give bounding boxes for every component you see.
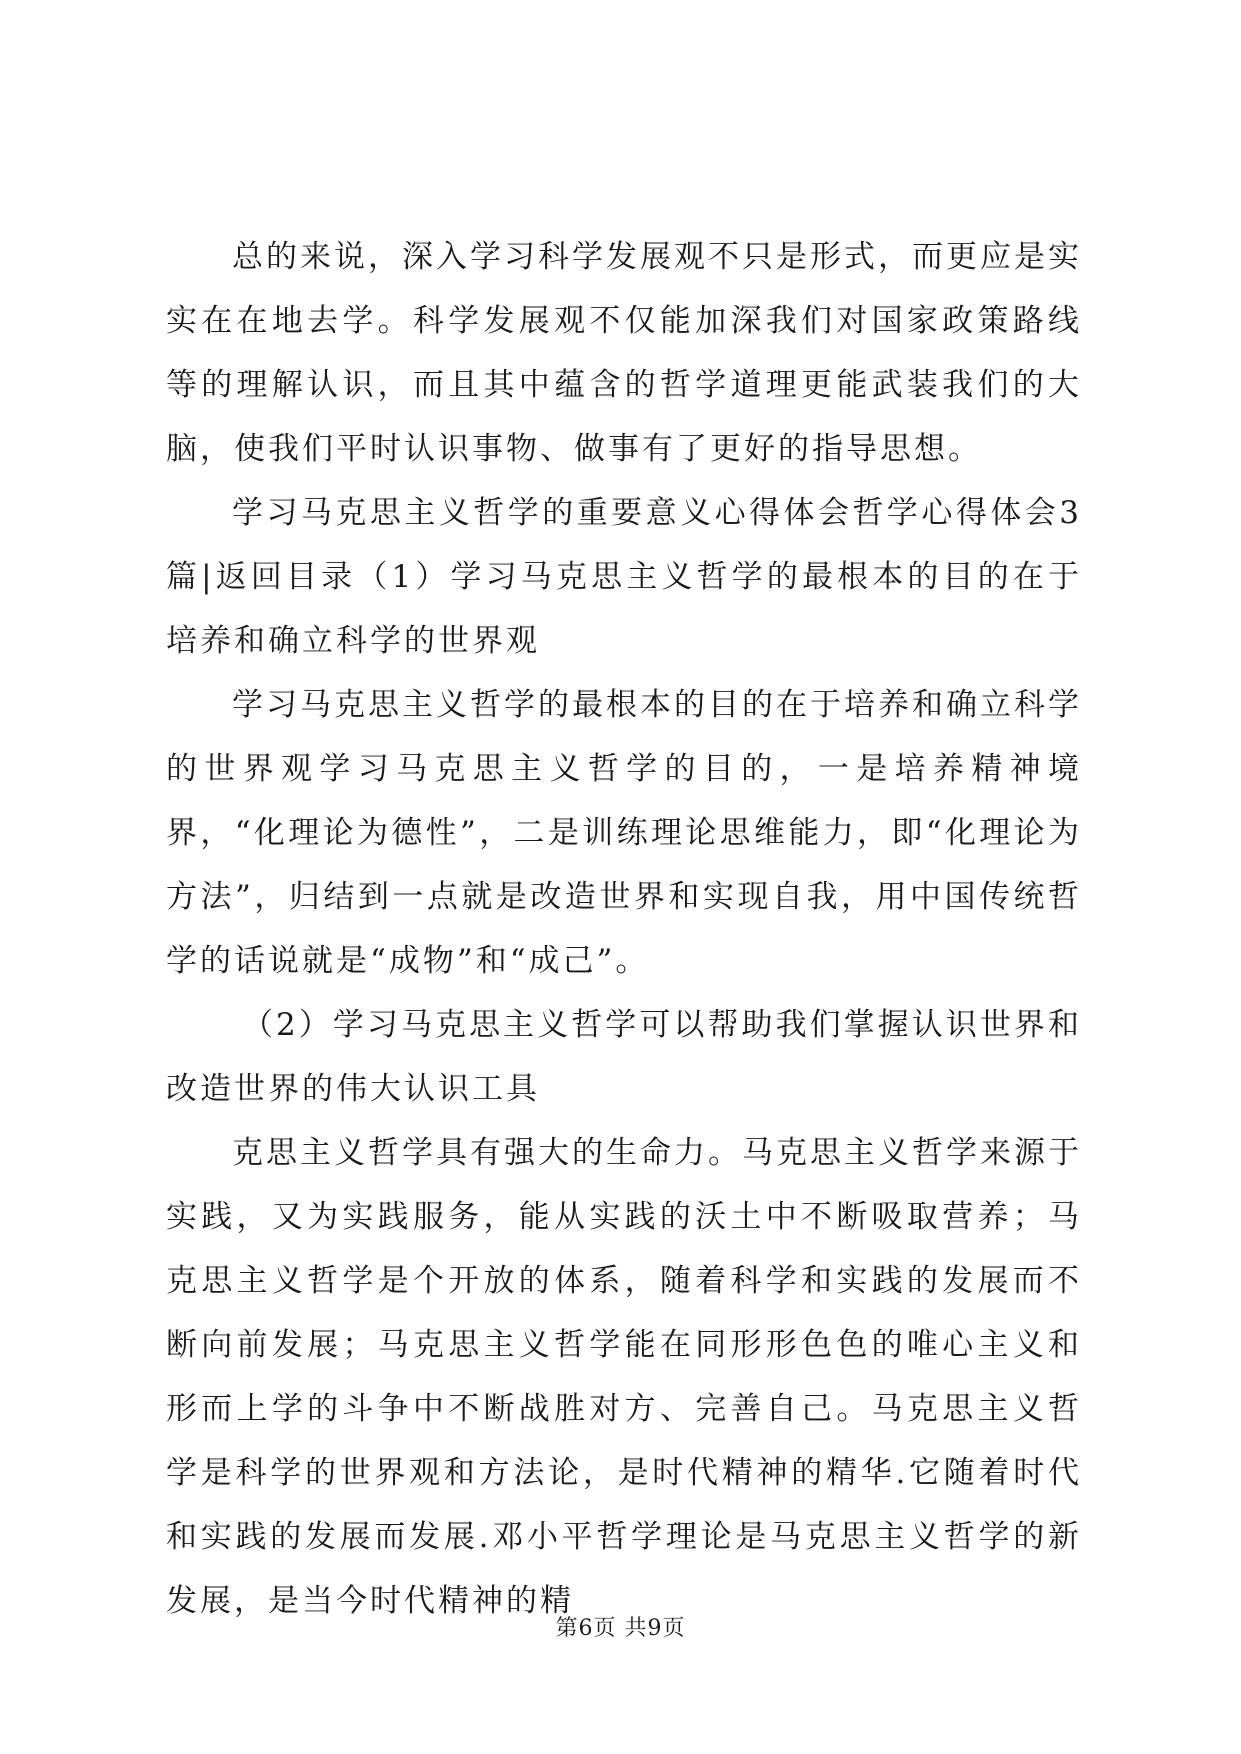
document-body bbox=[166, 225, 1082, 1633]
paragraph-subheading-2: （2）学习马克思主义哲学可以帮助我们掌握认识世界和改造世界的伟大认识工具 bbox=[166, 1007, 1082, 1107]
paragraph-section-heading: 学习马克思主义哲学的重要意义心得体会哲学心得体会3篇|返回目录（1）学习马克思主义哲学的最根本的目的在于培养和确立科学的世界观 bbox=[166, 495, 1082, 659]
paragraph-worldview: 学习马克思主义哲学的最根本的目的在于培养和确立科学的世界观学习马克思主义哲学的目的，一是培养精神境界，“化理论为德性”，二是训练理论思维能力，即“化理论为方法”，归结到一点就是改造世界和实现自我，用中国传统哲学的话说就是“成物”和“成己”。 bbox=[166, 687, 1082, 979]
paragraph-vitality: 克思主义哲学具有强大的生命力。马克思主义哲学来源于实践，又为实践服务，能从实践的沃土中不断吸取营养；马克思主义哲学是个开放的体系，随着科学和实践的发展而不断向前发展；马克思主义哲学能在同形形色色的唯心主义和形而上学的斗争中不断战胜对方、完善自己。马克思主义哲学是科学的世界观和方法论，是时代精神的精华.它随着时代和实践的发展而发展.邓小平哲学理论是马克思主义哲学的新发展，是当今时代精神的精 bbox=[166, 1135, 1082, 1619]
paragraph-conclusion: 总的来说，深入学习科学发展观不只是形式，而更应是实实在在地去学。科学发展观不仅能加深我们对国家政策路线等的理解认识，而且其中蕴含的哲学道理更能武装我们的大脑，使我们平时认识事物、做事有了更好的指导思想。 bbox=[166, 239, 1082, 467]
page-footer: 第6页 共9页 bbox=[555, 1616, 686, 1641]
